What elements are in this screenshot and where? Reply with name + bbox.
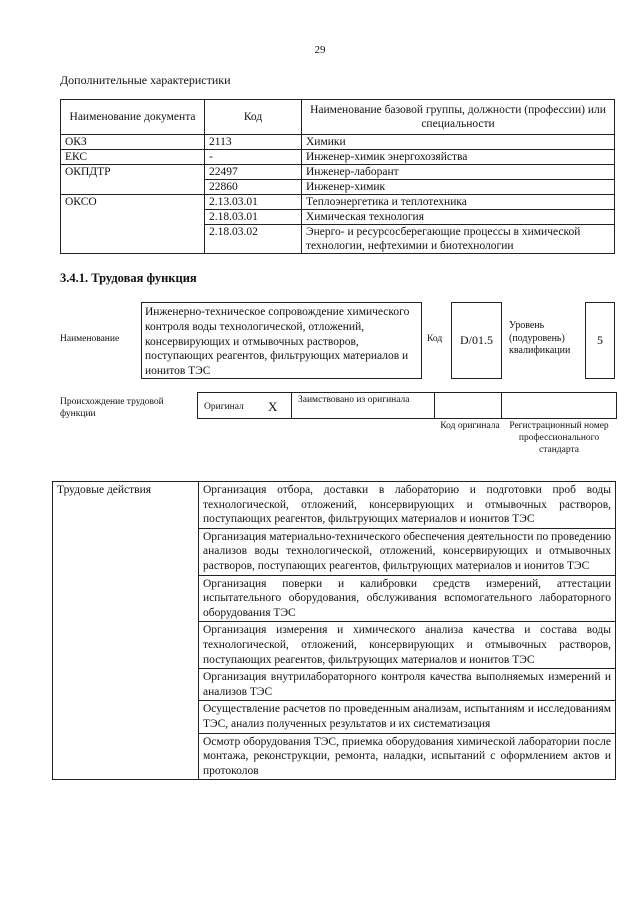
action-item: Организация измерения и химического анализа качества и состава воды технологической, отложений, консервирующих и отмывочных растворов, поступающих реагентов, фильтрующих материалов и ионитов ТЭС — [199, 622, 616, 669]
original-code-caption: Код оригинала — [440, 421, 500, 431]
action-item: Организация материально-технического обеспечения деятельности по проведению анализов воды технологической, отложений, консервирующих и отмывочных растворов, поступающих реагентов, фильтрующих материалов и ионитов ТЭС — [199, 528, 616, 575]
action-item: Организация внутрилабораторного контроля качества выполняемых измерений и анализов ТЭС — [199, 669, 616, 701]
row-name: Химическая технология — [302, 210, 615, 225]
row-code: 2.18.03.01 — [205, 210, 302, 225]
row-code: 2.18.03.02 — [205, 225, 302, 254]
row-code: 22497 — [205, 165, 302, 180]
qualification-level-label: Уровень (подуровень) квалификации — [509, 320, 571, 356]
origin-box — [197, 392, 617, 419]
row-name: Химики — [302, 135, 615, 150]
registration-number-caption: Регистрационный номер профессионального стандарта — [509, 421, 609, 455]
original-label: Оригинал — [204, 402, 244, 412]
header-code: Код — [205, 100, 302, 135]
row-name: Инженер-химик энергохозяйства — [302, 150, 615, 165]
page-number: 29 — [314, 44, 326, 56]
header-group-name: Наименование базовой группы, должности (профессии) или специальности — [302, 100, 615, 135]
function-code-value: D/01.5 — [451, 302, 502, 379]
row-code: - — [205, 150, 302, 165]
row-name: Инженер-химик — [302, 180, 615, 195]
row-name: Инженер-лаборант — [302, 165, 615, 180]
additional-characteristics-table — [60, 99, 615, 254]
row-code: 2113 — [205, 135, 302, 150]
action-item: Осуществление расчетов по проведенным анализам, испытаниям и исследованиям ТЭС, анализ полученных результатов и их систематизация — [199, 701, 616, 733]
table-row — [61, 195, 615, 210]
action-item: Организация поверки и калибровки средств измерений, аттестации испытательного оборудования, обслуживания вспомогательного лабораторного оборудования ТЭС — [199, 575, 616, 622]
row-doc: ОКПДТР — [61, 165, 205, 195]
additional-characteristics-heading: Дополнительные характеристики — [60, 73, 231, 87]
row-code: 2.13.03.01 — [205, 195, 302, 210]
qualification-level-value: 5 — [585, 302, 615, 379]
code-label: Код — [427, 334, 443, 344]
labor-actions-label: Трудовые действия — [53, 482, 199, 780]
header-document: Наименование документа — [61, 100, 205, 135]
origin-label: Происхождение трудовой функции — [60, 397, 164, 419]
row-doc: ОКЗ — [61, 135, 205, 150]
table-row — [53, 482, 616, 529]
table-header-row — [61, 100, 615, 135]
function-name-value: Инженерно-техническое сопровождение химического контроля воды технологической, отложений, консервирующих и отмывочных растворов, поступающих реагентов, фильтрующих материалов и ионитов ТЭС — [141, 302, 422, 379]
row-name: Энерго- и ресурсосберегающие процессы в химической технологии, нефтехимии и биотехнологии — [302, 225, 615, 254]
action-item: Осмотр оборудования ТЭС, приемка оборудования химической лаборатории после монтажа, реконструкции, ремонта, наладки, испытаний с оформлением актов и протоколов — [199, 733, 616, 780]
borrowed-label: Заимствовано из оригинала — [298, 395, 410, 405]
action-item: Организация отбора, доставки в лабораторию и подготовки проб воды технологической, отложений, консервирующих и отмывочных растворов, поступающих реагентов, фильтрующих материалов и ионитов ТЭС — [199, 482, 616, 529]
table-row — [61, 165, 615, 180]
origin-divider — [434, 393, 435, 418]
name-label: Наименование — [60, 334, 120, 344]
table-row — [61, 135, 615, 150]
labor-function-heading: 3.4.1. Трудовая функция — [60, 271, 197, 285]
row-doc: ОКСО — [61, 195, 205, 254]
origin-divider — [501, 393, 502, 418]
table-row — [61, 150, 615, 165]
labor-actions-table — [52, 481, 616, 780]
row-doc: ЕКС — [61, 150, 205, 165]
row-name: Теплоэнергетика и теплотехника — [302, 195, 615, 210]
row-code: 22860 — [205, 180, 302, 195]
origin-divider — [291, 393, 292, 418]
original-mark: X — [268, 399, 278, 414]
